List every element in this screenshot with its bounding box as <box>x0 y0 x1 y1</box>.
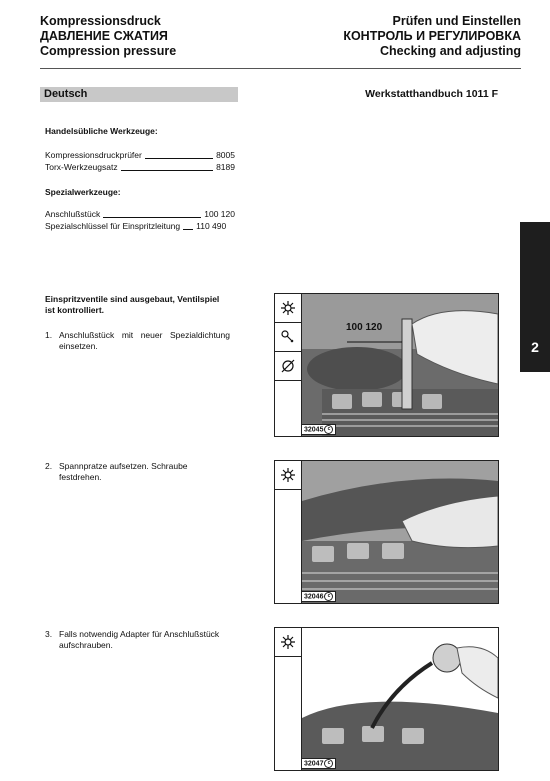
figure-32045 <box>274 293 499 437</box>
header-subtitle-de: Prüfen und Einstellen <box>392 14 521 28</box>
tool-row <box>45 150 235 161</box>
tool-row <box>45 221 235 232</box>
step-number: 2. <box>45 461 53 471</box>
step-2 <box>45 461 230 483</box>
crossed-gauge-icon <box>275 352 301 381</box>
tool-name: Torx-Werkzeugsatz <box>45 162 118 172</box>
tool-number: 8189 <box>216 162 235 172</box>
tool-number: 110 490 <box>196 221 227 231</box>
header-left <box>40 14 176 59</box>
tool-row <box>45 209 235 220</box>
tool-name: Spezialschlüssel für Einspritzleitung <box>45 221 181 231</box>
copyright-icon: c <box>324 759 333 768</box>
engine-photo <box>302 294 498 436</box>
tool-name: Kompressionsdruckprüfer <box>45 150 142 160</box>
leader-line <box>183 229 193 230</box>
figure-number-text: 32047 <box>304 760 324 767</box>
header-subtitle-en: Checking and adjusting <box>380 44 521 58</box>
tool-number: 8005 <box>216 150 235 160</box>
figure-number <box>301 758 336 769</box>
step-text: Falls notwendig Adapter für Anschlußstück aufschrauben. <box>59 629 220 650</box>
step-1 <box>45 330 230 352</box>
step-number: 1. <box>45 330 53 340</box>
header-title-en: Compression pressure <box>40 44 177 58</box>
special-tools-title: Spezialwerkzeuge: <box>45 187 121 197</box>
engine-service-icon <box>275 461 301 490</box>
figure-number <box>301 424 336 435</box>
engine-photo <box>302 628 498 770</box>
wrench-icon <box>275 323 301 352</box>
intro-line: Einspritzventile sind ausgebaut, Ventilspiel <box>45 294 220 304</box>
figure-icon-column <box>275 461 302 603</box>
figure-32046 <box>274 460 499 604</box>
copyright-icon: c <box>324 592 333 601</box>
copyright-icon: c <box>324 425 333 434</box>
step-text: Anschlußstück mit neuer Spezialdichtung einsetzen. <box>59 330 230 351</box>
figure-number-text: 32046 <box>304 593 324 600</box>
step-3 <box>45 629 230 651</box>
intro-line: ist kontrolliert. <box>45 305 105 315</box>
commercial-tools-title: Handelsübliche Werkzeuge: <box>45 126 158 136</box>
manual-title: Werkstatthandbuch 1011 F <box>365 88 498 100</box>
step-text: Spannpratze aufsetzen. Schraube festdrehen. <box>59 461 188 482</box>
figure-number <box>301 591 336 602</box>
intro-text <box>45 294 230 316</box>
leader-line <box>121 170 213 171</box>
leader-line <box>103 217 201 218</box>
header-divider <box>40 68 521 69</box>
tool-number: 100 120 <box>204 209 235 219</box>
leader-line <box>145 158 213 159</box>
engine-service-icon <box>275 628 301 657</box>
figure-icon-column <box>275 294 302 436</box>
header-right <box>343 14 521 59</box>
chapter-number: 2 <box>531 339 539 355</box>
header-title-ru: ДАВЛЕНИЕ СЖАТИЯ <box>40 29 168 43</box>
chapter-tab <box>520 222 550 372</box>
step-number: 3. <box>45 629 53 639</box>
header-subtitle-ru: КОНТРОЛЬ И РЕГУЛИРОВКА <box>343 29 521 43</box>
tool-row <box>45 162 235 173</box>
figure-32047 <box>274 627 499 771</box>
header-title-de: Kompressionsdruck <box>40 14 161 28</box>
figure-number-text: 32045 <box>304 426 324 433</box>
figure-icon-column <box>275 628 302 770</box>
language-bar: Deutsch <box>40 87 238 102</box>
tool-name: Anschlußstück <box>45 209 101 219</box>
engine-service-icon <box>275 294 301 323</box>
engine-photo <box>302 461 498 603</box>
figure-callout: 100 120 <box>346 322 383 333</box>
